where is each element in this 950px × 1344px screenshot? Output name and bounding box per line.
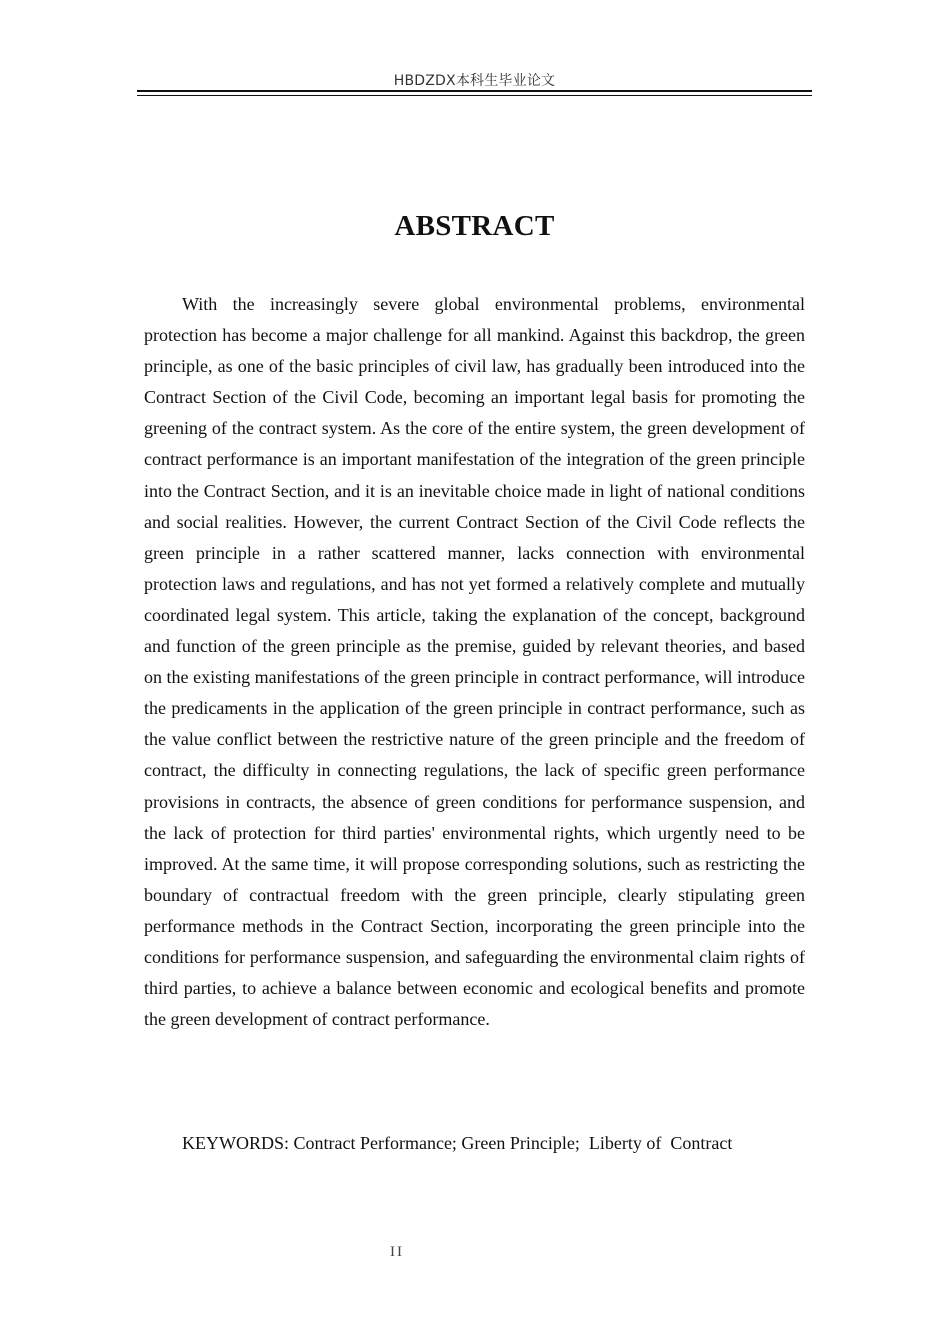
keywords-line: KEYWORDS: Contract Performance; Green Principle; Liberty of Contract [182, 1133, 733, 1153]
running-header: HBDZDX本科生毕业论文 [393, 73, 556, 89]
header-rule-thick [137, 90, 812, 92]
page-number: II [390, 1244, 404, 1260]
abstract-title: ABSTRACT [394, 210, 555, 242]
abstract-body: With the increasingly severe global environmental problems, environmental protection has become a major challenge for all mankind. Against this backdrop, the green principle, as one of the basic principles of civil law, has gradually been introduced into the Contract Section of the Civil Code, becoming an important legal basis for promoting the greening of the contract system. As the core of the entire system, the green development of contract performance is an important manifestation of the integration of the green principle into the Contract Section, and it is an inevitable choice made in light of national conditions and social realities. However, the current Contract Section of the Civil Code reflects the green principle in a rather scattered manner, lacks connection with environmental protection laws and regulations, and has not yet formed a relatively complete and mutually coordinated legal system. This article, taking the explanation of the concept, background and function of the green principle as the premise, guided by relevant theories, and based on the existing manifestations of the green principle in contract performance, will introduce the predicaments in the application of the green principle in contract performance, such as the value conflict between the restrictive nature of the green principle and the freedom of contract, the difficulty in connecting regulations, the lack of specific green performance provisions in contracts, the absence of green conditions for performance suspension, and the lack of protection for third parties' environmental rights, which urgently need to be improved. At the same time, it will propose corresponding solutions, such as restricting the boundary of contractual freedom with the green principle, clearly stipulating green performance methods in the Contract Section, incorporating the green principle into the conditions for performance suspension, and safeguarding the environmental claim rights of third parties, to achieve a balance between economic and ecological benefits and promote the green development of contract performance. [144, 294, 805, 1030]
header-rule-thin [137, 95, 812, 96]
